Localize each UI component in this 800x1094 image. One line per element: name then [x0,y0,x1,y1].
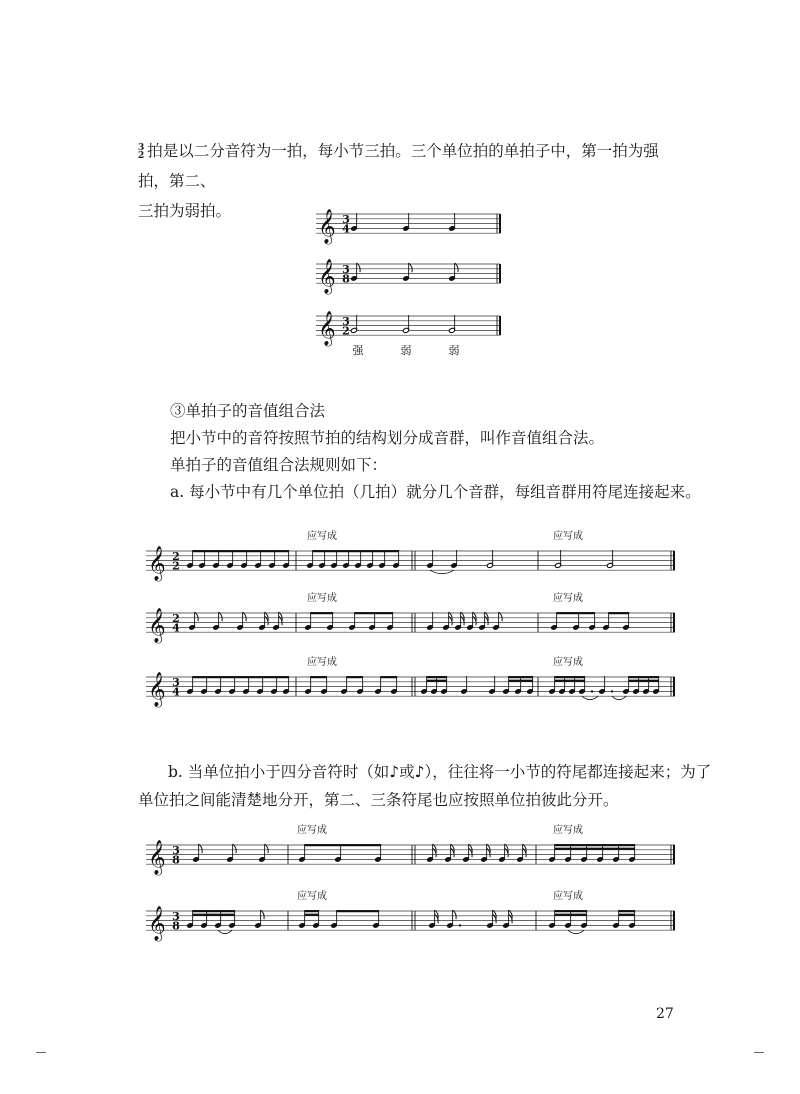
note-flag [265,844,269,853]
note-beam [355,612,393,614]
time-signature-denominator: 4 [172,621,180,635]
treble-clef-icon: 𝄞 [318,311,336,347]
note-beam [427,676,447,678]
rewrite-label: 应写成 [307,657,337,668]
rewrite-label: 应写成 [307,593,337,604]
time-signature-denominator: 4 [172,685,180,699]
note-beam [619,910,635,912]
note-flag [233,844,237,853]
note-beam [347,676,363,678]
note-flag [453,910,457,919]
time-signature-numerator: 3 [342,263,350,277]
note-beam [313,550,399,552]
rewrite-label: 应写成 [553,657,583,668]
rewrite-label: 应写成 [553,825,583,836]
section-line-1: 把小节中的音符按照节拍的结构划分成音群，叫作音值组合法。 [170,429,605,447]
note-beam [555,680,585,682]
note-flag [499,612,503,621]
note-flag [219,612,223,621]
augmentation-dot [611,690,613,692]
time-signature-denominator: 2 [172,559,180,573]
rewrite-label: 应写成 [297,825,327,836]
note-beam [311,676,327,678]
time-signature-numerator: 3 [342,315,350,329]
page-number: 27 [656,1006,674,1022]
note-beam [619,914,635,916]
beat-strength-label: 强 [352,344,364,357]
time-signature-numerator: 2 [172,612,180,626]
note-beam [629,676,659,678]
time-signature-numerator: 2 [172,550,180,564]
note-beam [193,910,235,912]
note-flag [409,263,413,272]
tie [582,696,598,700]
note-beam [193,676,289,678]
crop-mark-left [36,1052,46,1053]
note-beam [555,914,587,916]
rule-b-line-1: b. 当单位拍小于四分音符时（如♪或♪），往往将一小节的符尾都连接起来；为了 [168,763,712,781]
note-flag [199,844,203,853]
rule-a-text: a. 每小节中有几个单位拍（几拍）就分几个音群，每组音群用符尾连接起来。 [170,483,701,501]
time-signature-3-2: 3 2 [138,143,145,161]
note-beam [427,680,447,682]
time-signature-numerator: 3 [172,676,180,690]
rule-b-line-2: 单位拍之间能清楚地分开，第二、三条符尾也应按照单位拍彼此分开。 [138,791,619,809]
beat-strength-label: 弱 [448,344,460,357]
note-beam [557,612,595,614]
time-signature-numerator: 3 [342,213,350,227]
note-flag [455,263,459,272]
note-beam [305,914,319,916]
tie [430,570,454,574]
rewrite-label: 应写成 [553,593,583,604]
treble-clef-icon: 𝄞 [148,672,166,708]
treble-clef-icon: 𝄞 [148,546,166,582]
treble-clef-icon: 𝄞 [148,840,166,876]
tie [218,930,232,934]
note-beam [305,910,319,912]
section-heading: ③单拍子的音值组合法 [170,402,326,420]
note-beam [337,910,379,912]
time-signature-denominator: 2 [342,324,350,338]
treble-clef-icon: 𝄞 [318,259,336,295]
intro-line-2: 三拍为弱拍。 [138,202,232,220]
time-signature-denominator: 8 [172,919,180,933]
example-a-score [140,525,685,725]
time-signature-numerator: 3 [172,910,180,924]
beat-strength-label: 弱 [400,344,412,357]
time-signature-denominator: 8 [342,272,350,286]
note-beam [381,676,397,678]
time-signature-denominator: 8 [172,853,180,867]
note-beam [193,550,289,552]
note-beam [555,910,587,912]
intro-line-1: 拍是以二分音符为一拍，每小节三拍。三个单位拍的单拍子中，第一拍为强拍，第二、 [138,142,659,190]
note-beam [509,680,533,682]
treble-clef-icon: 𝄞 [148,906,166,942]
treble-clef-icon: 𝄞 [148,608,166,644]
example-b-score [140,825,685,945]
note-beam [305,844,381,846]
note-flag [357,263,361,272]
time-signature-numerator: 3 [172,844,180,858]
note-beam [509,676,533,678]
tie [568,930,584,934]
crop-mark-right [754,1052,764,1053]
note-flag [195,612,199,621]
rewrite-label: 应写成 [553,531,583,542]
rewrite-label: 应写成 [553,891,583,902]
example-1-score [300,200,520,360]
note-flag [261,910,265,919]
note-beam [609,612,629,614]
time-signature-denominator: 4 [342,222,350,236]
note-beam [555,676,585,678]
note-beam [629,680,659,682]
treble-clef-icon: 𝄞 [318,209,336,245]
augmentation-dot [591,690,593,692]
note-flag [243,612,247,621]
note-beam [311,612,333,614]
augmentation-dot [459,924,461,926]
note-beam [555,844,635,846]
rewrite-label: 应写成 [297,891,327,902]
tie [612,696,626,700]
section-line-2: 单拍子的音值组合法规则如下： [170,456,388,474]
note-beam [555,848,635,850]
note-beam [193,914,235,916]
rewrite-label: 应写成 [307,531,337,542]
